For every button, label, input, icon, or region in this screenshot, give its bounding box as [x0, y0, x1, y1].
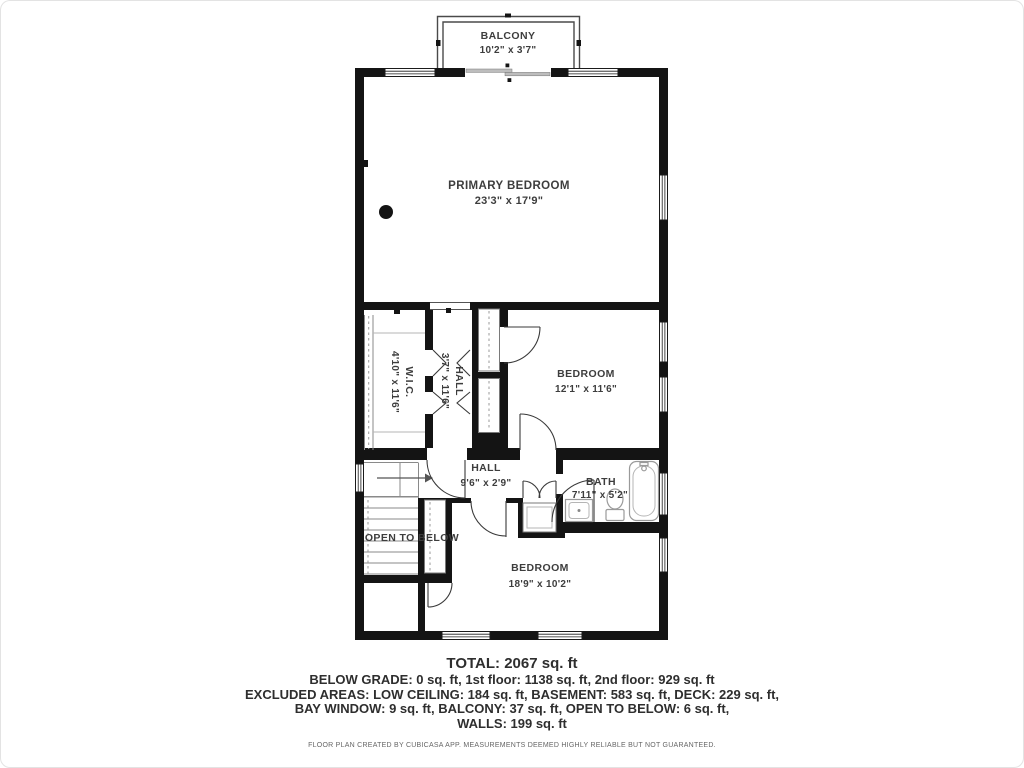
windows	[356, 69, 668, 640]
window-icon	[538, 632, 582, 640]
door-arc	[504, 327, 540, 363]
window-icon	[660, 322, 668, 362]
area-breakdown-line: BELOW GRADE: 0 sq. ft, 1st floor: 1138 sq. ft, 2nd floor: 929 sq. ft	[309, 672, 715, 687]
total-area-text: TOTAL: 2067 sq. ft	[446, 655, 578, 672]
door-arc	[428, 583, 452, 607]
room-dims-hall-lower: 9'6" x 2'9"	[460, 478, 512, 489]
room-dims-wic: 4'10" x 11'6"	[389, 350, 400, 414]
room-label-bath: BATH	[586, 476, 616, 488]
double-door-arc	[523, 481, 556, 498]
window-icon	[660, 377, 668, 412]
room-dims-hall-upper: 3'7" x 11'6"	[439, 352, 450, 410]
window-icon	[385, 69, 435, 77]
window-icon	[568, 69, 618, 77]
room-label-open-to-below: OPEN TO BELOW	[364, 532, 460, 544]
walls	[355, 68, 668, 640]
window-icon	[660, 175, 668, 220]
bathtub-icon	[630, 462, 659, 521]
room-dims-bedroom-bottom: 18'9" x 10'2"	[508, 579, 572, 590]
window-icon	[660, 473, 668, 515]
door-arc	[471, 501, 506, 537]
room-label-hall-lower: HALL	[471, 462, 501, 474]
sliding-door-icon	[465, 64, 551, 83]
sink-vanity-icon	[566, 500, 593, 522]
room-label-hall-upper: HALL	[453, 366, 465, 396]
window-icon	[660, 538, 668, 572]
window-icon	[442, 632, 490, 640]
area-breakdown-line: EXCLUDED AREAS: LOW CEILING: 184 sq. ft, BASEMENT: 583 sq. ft, DECK: 229 sq. ft,	[244, 686, 780, 702]
scan-point-marker	[379, 205, 393, 219]
room-dims-bedroom-mid: 12'1" x 11'6"	[554, 384, 618, 395]
window-icon	[356, 464, 364, 492]
room-dims-balcony: 10'2" x 3'7"	[479, 45, 537, 56]
room-label-balcony: BALCONY	[480, 30, 536, 42]
room-label-bedroom-mid: BEDROOM	[557, 368, 615, 380]
room-dims-primary-bedroom: 23'3" x 17'9"	[474, 195, 544, 207]
door-arc	[520, 414, 556, 450]
door-arc	[427, 460, 465, 498]
area-breakdown-line: WALLS: 199 sq. ft	[457, 715, 567, 731]
wall-ticks	[364, 160, 400, 314]
disclaimer-text: FLOOR PLAN CREATED BY CUBICASA APP. MEASUREMENTS DEEMED HIGHLY RELIABLE BUT NOT GUARANTEED.	[308, 742, 716, 749]
stair-direction-arrow	[377, 474, 433, 483]
room-label-bedroom-bottom: BEDROOM	[511, 562, 569, 574]
room-label-wic: W.I.C.	[403, 366, 415, 398]
area-breakdown-line: BAY WINDOW: 9 sq. ft, BALCONY: 37 sq. ft, OPEN TO BELOW: 6 sq. ft,	[294, 701, 730, 716]
room-label-primary-bedroom: PRIMARY BEDROOM	[448, 180, 570, 192]
room-dims-bath: 7'11" x 5'2"	[571, 490, 629, 501]
